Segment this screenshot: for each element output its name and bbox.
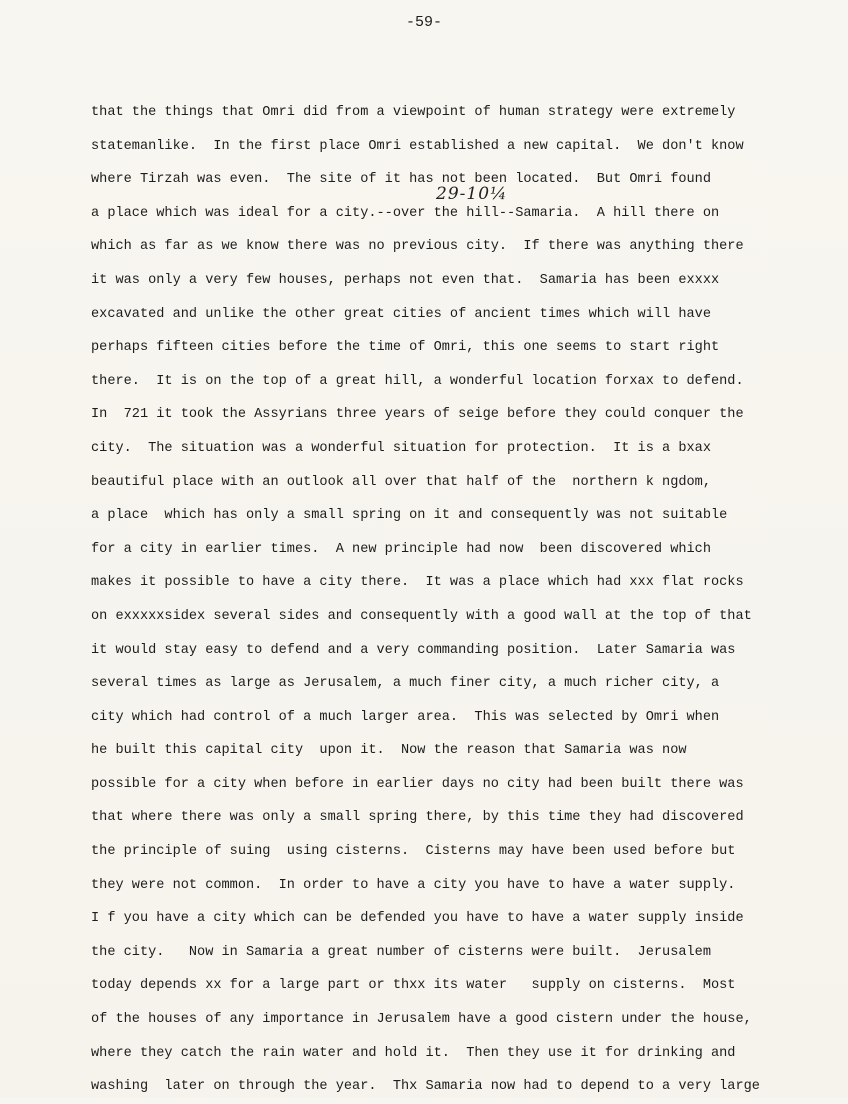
- text-line: beautiful place with an outlook all over that half of the northern k ngdom,: [91, 474, 711, 490]
- text-line: he built this capital city upon it. Now the reason that Samaria was now: [91, 743, 687, 759]
- text-line: possible for a city when before in earlier days no city had been built there was: [91, 776, 744, 792]
- text-line: for a city in earlier times. A new principle had now been discovered which: [91, 541, 711, 557]
- text-line: perhaps fifteen cities before the time of Omri, this one seems to start right: [91, 340, 720, 356]
- text-line: washing later on through the year. Thx Samaria now had to depend to a very large: [91, 1079, 760, 1095]
- text-line: there. It is on the top of a great hill, a wonderful location forxax to defend.: [91, 373, 744, 389]
- text-line: which as far as we know there was no previous city. If there was anything there: [91, 239, 744, 255]
- text-line: it would stay easy to defend and a very commanding position. Later Samaria was: [91, 642, 736, 658]
- text-line: statemanlike. In the first place Omri established a new capital. We don't know: [91, 138, 744, 154]
- text-line: of the houses of any importance in Jerusalem have a good cistern under the house,: [91, 1012, 752, 1028]
- text-line: city which had control of a much larger area. This was selected by Omri when: [91, 709, 720, 725]
- text-line: where they catch the rain water and hold it. Then they use it for drinking and: [91, 1045, 736, 1061]
- handwritten-annotation: 29-10¼: [436, 184, 508, 204]
- text-line: that the things that Omri did from a viewpoint of human strategy were extremely: [91, 105, 736, 120]
- text-line: a place which was ideal for a city.--over the hill--Samaria. A hill there on: [91, 205, 720, 221]
- text-line: on exxxxxsidex several sides and consequently with a good wall at the top of that: [91, 608, 752, 624]
- text-line: where Tirzah was even. The site of it has not been located. But Omri found: [91, 172, 711, 188]
- text-line: a place which has only a small spring on it and consequently was not suitable: [91, 508, 728, 524]
- text-line: today depends xx for a large part or thxx its water supply on cisterns. Most: [91, 978, 736, 994]
- text-line: city. The situation was a wonderful situation for protection. It is a bxax: [91, 440, 711, 456]
- text-line: they were not common. In order to have a city you have to have a water supply.: [91, 877, 736, 893]
- text-line: In 721 it took the Assyrians three years of seige before they could conquer the: [91, 407, 744, 423]
- text-line: I f you have a city which can be defended you have to have a water supply inside: [91, 911, 744, 927]
- page-number: -59-: [405, 14, 442, 31]
- text-line: excavated and unlike the other great cities of ancient times which will have: [91, 306, 711, 322]
- text-line: several times as large as Jerusalem, a much finer city, a much richer city, a: [91, 676, 720, 692]
- text-line: makes it possible to have a city there. It was a place which had xxx flat rocks: [91, 575, 744, 591]
- text-line: it was only a very few houses, perhaps not even that. Samaria has been exxxx: [91, 272, 720, 288]
- typewritten-body: [91, 96, 791, 1104]
- text-line: that where there was only a small spring there, by this time they had discovered: [91, 810, 744, 826]
- text-line: the city. Now in Samaria a great number of cisterns were built. Jerusalem: [91, 944, 711, 960]
- text-line: the principle of suing using cisterns. Cisterns may have been used before but: [91, 844, 736, 860]
